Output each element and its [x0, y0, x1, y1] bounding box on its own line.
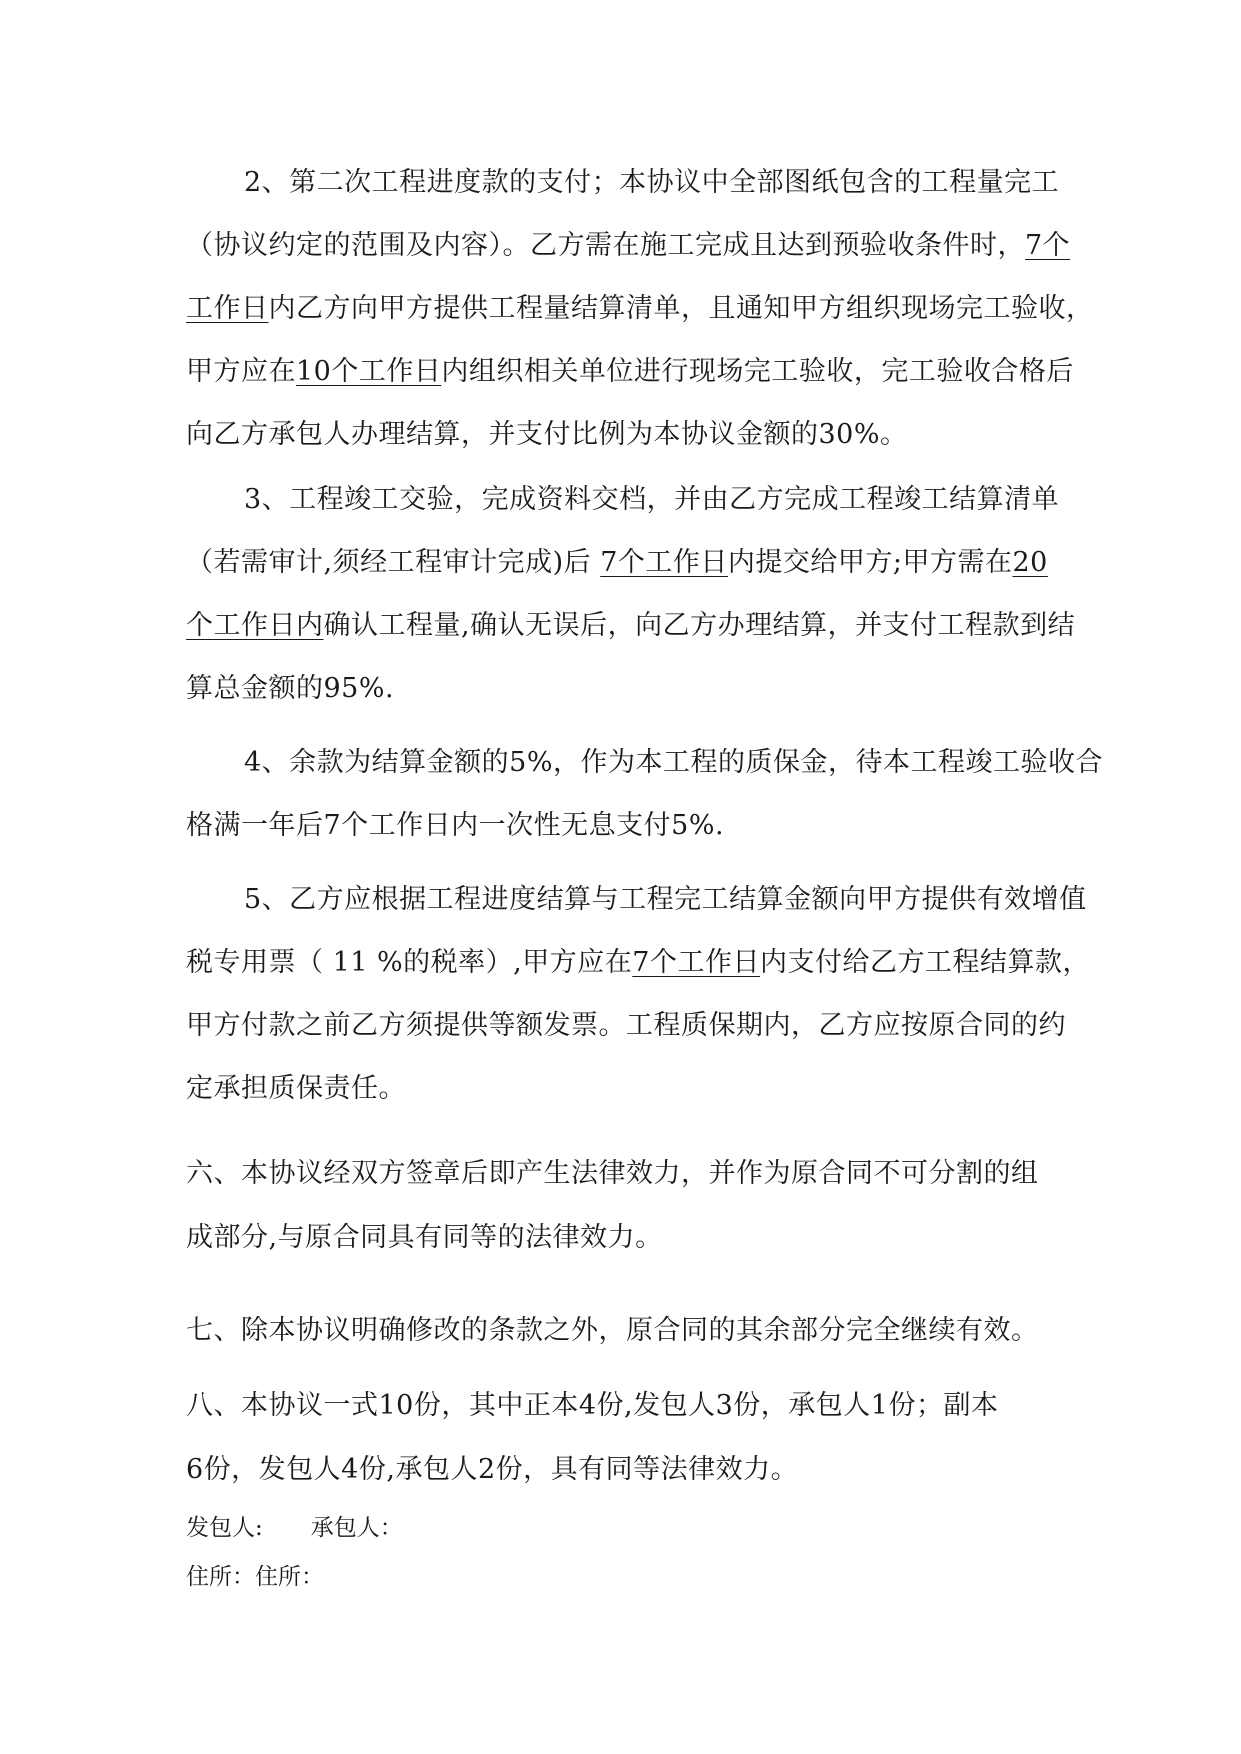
clause-2-text: （协议约定的范围及内容）。乙方需在施工完成且达到预验收条件时， [186, 230, 1025, 261]
clause-2-line-2 [186, 226, 1136, 266]
clause-6-line-2: 成部分,与原合同具有同等的法律效力。 [186, 1222, 663, 1253]
clause-3-line-1: 3、工程竣工交验，完成资料交档，并由乙方完成工程竣工结算清单 [244, 484, 1060, 515]
contractor-label: 承包人： [310, 1515, 403, 1541]
clause-8-line-1: 八、本协议一式10份，其中正本4份,发包人3份，承包人1份；副本 [186, 1390, 999, 1421]
clause-4-line-2: 格满一年后7个工作日内一次性无息支付5%. [186, 810, 725, 841]
clause-2-acceptance-deadline: 10个工作日 [296, 356, 442, 387]
clause-3-confirm-deadline: 20 [1012, 547, 1048, 578]
clause-2-text: 内乙方向甲方提供工程量结算清单，且通知甲方组织现场完工验收， [268, 293, 1094, 324]
clause-3-submit-deadline: 7个工作日 [600, 547, 728, 578]
clause-5-text: 内支付给乙方工程结算款， [759, 947, 1090, 978]
clause-2-line-4 [186, 352, 1136, 392]
clause-3-text: 内提交给甲方;甲方需在 [727, 547, 1013, 578]
clause-2-line-1: 2、第二次工程进度款的支付；本协议中全部图纸包含的工程量完工 [244, 167, 1060, 198]
clause-3-text: （若需审计,须经工程审计完成)后 [186, 547, 601, 578]
clause-7-line-1: 七、除本协议明确修改的条款之外，原合同的其余部分完全继续有效。 [186, 1315, 1039, 1346]
clause-3-text: 确认工程量,确认无误后，向乙方办理结算，并支付工程款到结 [323, 610, 1076, 641]
clause-5-text: 税专用票（ 11 %的税率）,甲方应在 [186, 947, 633, 978]
clause-3-line-2 [186, 543, 1136, 583]
clause-2-deadline: 7个 [1025, 230, 1071, 261]
clause-2-deadline-cont: 工作日 [186, 293, 269, 324]
clause-5-line-4: 定承担质保责任。 [186, 1073, 406, 1104]
employer-label: 发包人: [186, 1515, 263, 1541]
signature-parties [186, 1512, 403, 1544]
clause-5-payment-deadline: 7个工作日 [632, 947, 760, 978]
clause-6-line-1: 六、本协议经双方签章后即产生法律效力，并作为原合同不可分割的组 [186, 1158, 1039, 1189]
clause-2-text: 内组织相关单位进行现场完工验收，完工验收合格后 [441, 356, 1074, 387]
signature-address: 住所：住所： [186, 1564, 324, 1590]
clause-2-line-3 [186, 289, 1136, 329]
clause-2-line-5: 向乙方承包人办理结算，并支付比例为本协议金额的30%。 [186, 419, 908, 450]
clause-3-confirm-deadline-cont: 个工作日内 [186, 610, 324, 641]
clause-2-text: 甲方应在 [186, 356, 296, 387]
clause-3-line-3 [186, 606, 1136, 646]
clause-8-line-2: 6份，发包人4份,承包人2份，具有同等法律效力。 [186, 1454, 799, 1485]
clause-4-line-1: 4、余款为结算金额的5%，作为本工程的质保金，待本工程竣工验收合 [244, 747, 1104, 778]
clause-5-line-1: 5、乙方应根据工程进度结算与工程完工结算金额向甲方提供有效增值 [244, 884, 1087, 915]
clause-3-line-4: 算总金额的95%. [186, 673, 395, 704]
clause-5-line-3: 甲方付款之前乙方须提供等额发票。工程质保期内，乙方应按原合同的约 [186, 1010, 1066, 1041]
clause-5-line-2 [186, 943, 1136, 983]
